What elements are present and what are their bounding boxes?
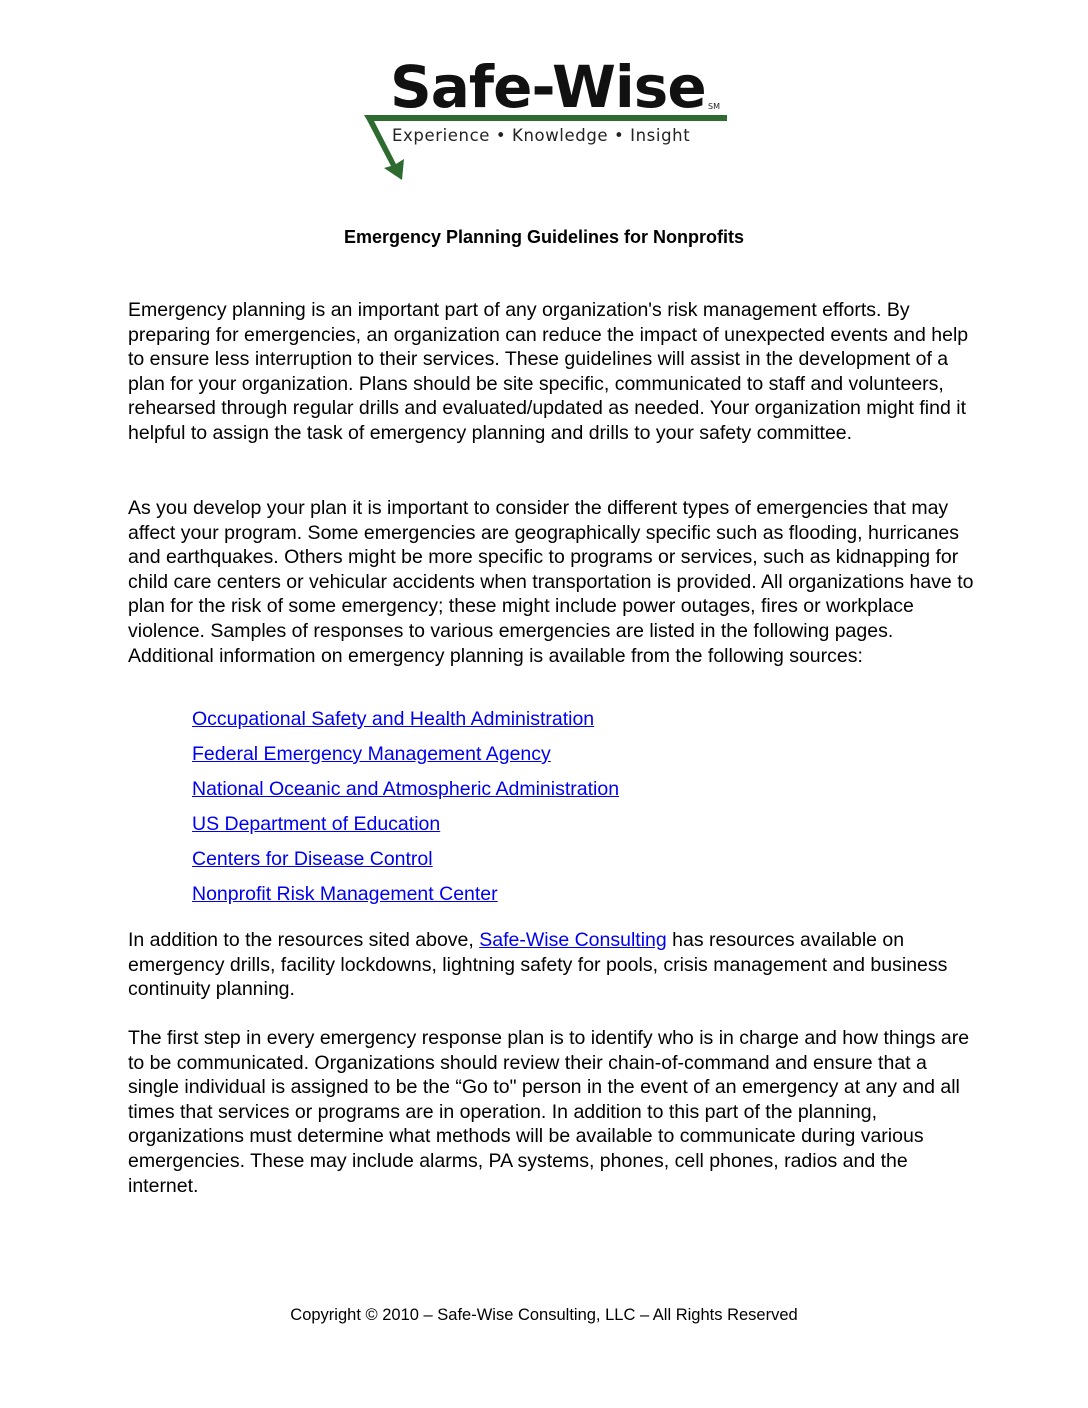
company-logo — [362, 52, 732, 187]
link-us-dept-education[interactable]: US Department of Education — [192, 813, 441, 835]
copyright-footer: Copyright © 2010 – Safe-Wise Consulting, LLC – All Rights Reserved — [290, 1306, 798, 1324]
resource-links-list — [192, 702, 619, 912]
logo-tagline: Experience • Knowledge • Insight — [392, 126, 691, 145]
link-cdc[interactable]: Centers for Disease Control — [192, 848, 433, 870]
link-noaa[interactable]: National Oceanic and Atmospheric Administration — [192, 778, 620, 800]
link-fema[interactable]: Federal Emergency Management Agency — [192, 743, 551, 765]
logo-service-mark: SM — [708, 102, 720, 111]
link-nonprofit-risk-center[interactable]: Nonprofit Risk Management Center — [192, 883, 498, 905]
paragraph-text: In addition to the resources sited above, — [128, 929, 480, 951]
emergency-types-paragraph: As you develop your plan it is important to consider the different types of emergencies that may affect your program. Some emergencies are geographically specific such as flooding, hurricanes and earthquakes. Others might be more specific to programs or services, such as kidnapping for child care centers or vehicular accidents when transportation is provided. All organizations have to plan for the risk of some emergency; these might include power outages, fires or workplace violence. Samples of responses to various emergencies are listed in the following pages. Additional information on emergency planning is available from the following sources: — [128, 497, 974, 667]
safe-wise-resources-paragraph — [128, 928, 978, 1002]
logo-wordmark: Safe-Wise — [390, 53, 706, 121]
link-safe-wise-consulting[interactable]: Safe-Wise Consulting — [479, 929, 667, 951]
document-title: Emergency Planning Guidelines for Nonprofits — [343, 227, 745, 247]
intro-paragraph: Emergency planning is an important part of any organization's risk management efforts. By preparing for emergencies, an organization can reduce the impact of unexpected events and help to ensure less interruption to their services. These guidelines will assist in the development of a plan for your organization. Plans should be site specific, communicated to staff and volunteers, rehearsed through regular drills and evaluated/updated as needed. Your organization might find it helpful to assign the task of emergency planning and drills to your safety committee. — [128, 299, 969, 444]
paragraph-text: has resources available on emergency drills, facility lockdowns, lightning safety for pools, crisis management and business continuity planning. — [128, 929, 948, 1001]
link-osha[interactable]: Occupational Safety and Health Administration — [192, 708, 595, 730]
chain-of-command-paragraph: The first step in every emergency response plan is to identify who is in charge and how things are to be communicated. Organizations should review their chain-of-command and ensure that a single individual is assigned to be the “Go to" person in the event of an emergency at any and all times that services or programs are in operation. In addition to this part of the planning, organizations must determine what methods will be available to communicate during various emergencies. These may include alarms, PA systems, phones, cell phones, radios and the internet. — [128, 1027, 970, 1197]
